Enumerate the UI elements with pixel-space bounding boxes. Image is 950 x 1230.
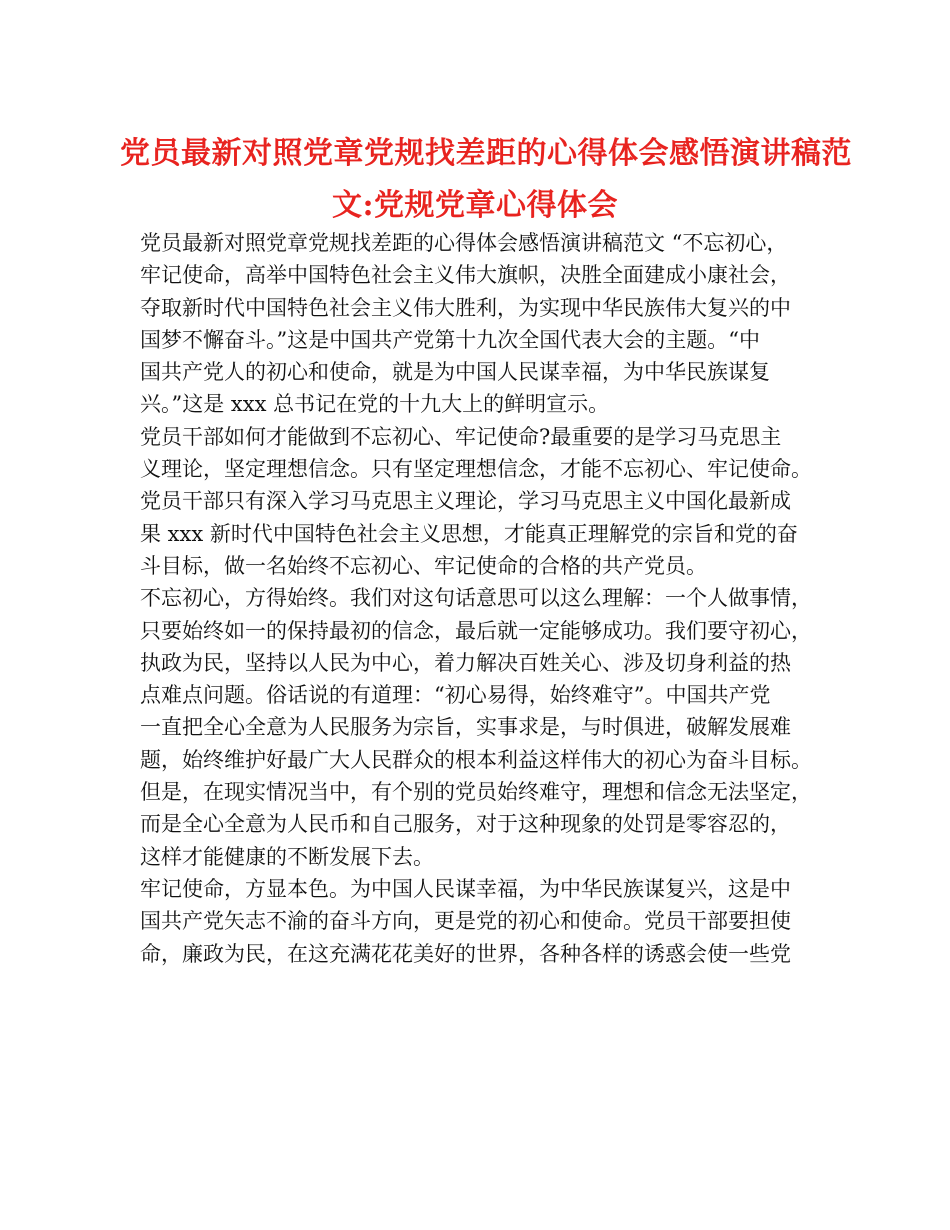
body-line: 党员干部如何才能做到不忘初心、牢记使命?最重要的是学习马克思主 bbox=[140, 424, 782, 449]
body-line: 只要始终如一的保持最初的信念，最后就一定能够成功。我们要守初心， bbox=[140, 618, 812, 643]
body-line: 执政为民，坚持以人民为中心，着力解决百姓关心、涉及切身利益的热 bbox=[140, 650, 791, 675]
body-line: 斗目标，做一名始终不忘初心、牢记使命的合格的共产党员。 bbox=[140, 553, 707, 578]
body-line: 这样才能健康的不断发展下去。 bbox=[140, 844, 434, 869]
body-line: 点难点问题。俗话说的有道理：“初心易得，始终难守”。中国共产党 bbox=[140, 683, 771, 708]
body-line: 但是，在现实情况当中，有个别的党员始终难守，理想和信念无法坚定， bbox=[140, 780, 812, 805]
document-body bbox=[140, 227, 830, 970]
body-line: 一直把全心全意为人民服务为宗旨，实事求是，与时俱进，破解发展难 bbox=[140, 715, 791, 740]
body-line: 牢记使命，方显本色。为中国人民谋幸福，为中华民族谋复兴，这是中 bbox=[140, 876, 791, 901]
body-line: 果 xxx 新时代中国特色社会主义思想，才能真正理解党的宗旨和党的奋 bbox=[140, 521, 798, 546]
body-line: 国共产党人的初心和使命，就是为中国人民谋幸福，为中华民族谋复 bbox=[140, 360, 770, 385]
body-line: 夺取新时代中国特色社会主义伟大胜利，为实现中华民族伟大复兴的中 bbox=[140, 295, 791, 320]
body-line: 命，廉政为民，在这充满花花美好的世界，各种各样的诱惑会使一些党 bbox=[140, 941, 791, 966]
body-line: 国共产党矢志不渝的奋斗方向，更是党的初心和使命。党员干部要担使 bbox=[140, 909, 791, 934]
body-line: 国梦不懈奋斗。”这是中国共产党第十九次全国代表大会的主题。“中 bbox=[140, 327, 760, 352]
body-line: 党员最新对照党章党规找差距的心得体会感悟演讲稿范文 “不忘初心， bbox=[140, 231, 788, 255]
body-line: 题，始终维护好最广大人民群众的根本利益这样伟大的初心为奋斗目标。 bbox=[140, 747, 812, 772]
body-line: 兴。”这是 xxx 总书记在党的十九大上的鲜明宣示。 bbox=[140, 392, 610, 417]
document-title bbox=[120, 128, 852, 232]
body-line: 不忘初心，方得始终。我们对这句话意思可以这么理解：一个人做事情， bbox=[140, 586, 812, 611]
body-line: 党员干部只有深入学习马克思主义理论，学习马克思主义中国化最新成 bbox=[140, 489, 791, 514]
title-line-1: 党员最新对照党章党规找差距的心得体会感悟演讲稿范 bbox=[120, 136, 852, 171]
body-line: 义理论，坚定理想信念。只有坚定理想信念，才能不忘初心、牢记使命。 bbox=[140, 457, 812, 482]
body-line: 牢记使命，高举中国特色社会主义伟大旗帜，决胜全面建成小康社会， bbox=[140, 263, 791, 288]
title-line-2: 文:党规党章心得体会 bbox=[331, 188, 619, 223]
body-line: 而是全心全意为人民币和自己服务，对于这种现象的处罚是零容忍的， bbox=[140, 812, 791, 837]
